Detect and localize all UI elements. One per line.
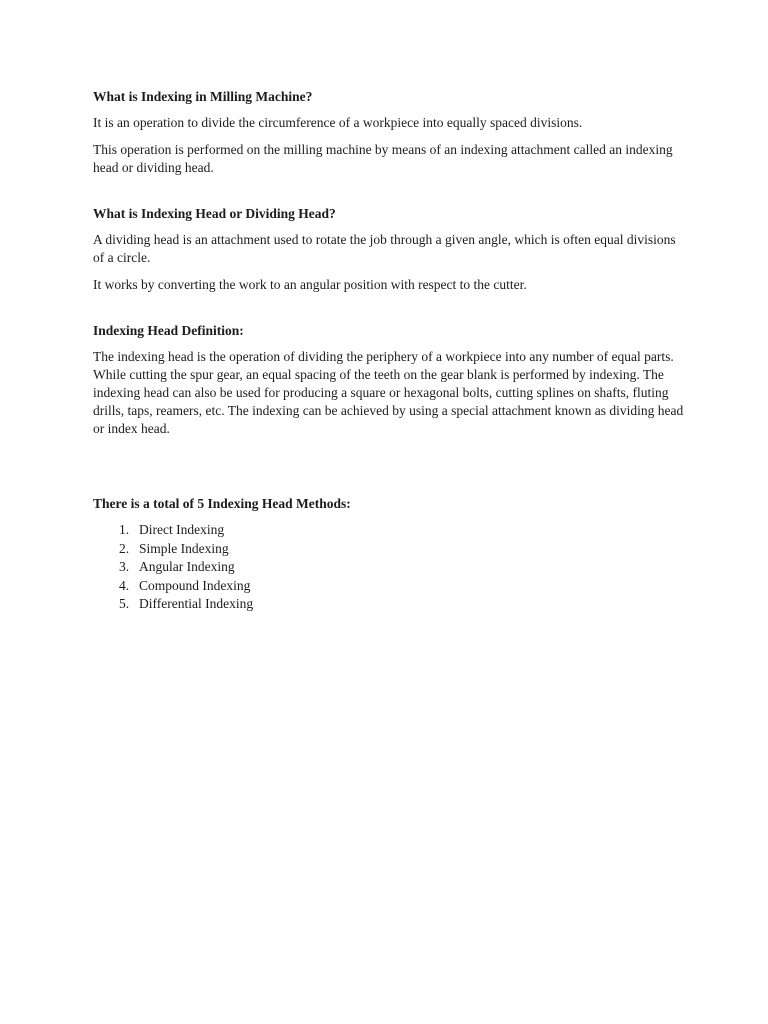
list-label: Angular Indexing [139, 559, 235, 574]
list-item [93, 558, 688, 577]
list-label: Direct Indexing [139, 522, 225, 537]
list-item [93, 521, 688, 540]
section-heading: What is Indexing in Milling Machine? [93, 89, 313, 104]
section-definition [93, 322, 688, 438]
section-heading: There is a total of 5 Indexing Head Methods: [93, 496, 351, 511]
list-number: 5. [119, 596, 130, 611]
section-indexing-head [93, 205, 688, 294]
paragraph: It is an operation to divide the circumference of a workpiece into equally spaced divisions. [93, 115, 583, 130]
methods-list [93, 521, 688, 614]
list-label: Simple Indexing [139, 540, 229, 556]
section-indexing-milling [93, 88, 688, 177]
section-heading: Indexing Head Definition: [93, 323, 244, 338]
list-item [93, 577, 688, 596]
list-item [93, 540, 688, 559]
section-methods [93, 495, 688, 614]
paragraph: This operation is performed on the milling machine by means of an indexing attachment called an indexing head or dividing head. [93, 142, 673, 175]
list-label: Compound Indexing [139, 577, 251, 593]
list-number: 1. [119, 522, 130, 537]
list-number: 4. [119, 577, 130, 593]
list-label: Differential Indexing [139, 596, 254, 611]
list-number: 3. [119, 559, 130, 574]
section-heading: What is Indexing Head or Dividing Head? [93, 206, 336, 221]
paragraph: It works by converting the work to an angular position with respect to the cutter. [93, 277, 527, 292]
paragraph: A dividing head is an attachment used to rotate the job through a given angle, which is often equal divisions of a circle. [93, 232, 676, 265]
paragraph: The indexing head is the operation of dividing the periphery of a workpiece into any number of equal parts. While cutting the spur gear, an equal spacing of the teeth on the gear blank is performed by indexing. The indexing head can also be used for producing a square or hexagonal bolts, cutting splines on shafts, fluting drills, taps, reamers, etc. The indexing can be achieved by using a special attachment known as dividing head or index head. [93, 349, 684, 436]
list-number: 2. [119, 540, 130, 556]
list-item [93, 595, 688, 614]
